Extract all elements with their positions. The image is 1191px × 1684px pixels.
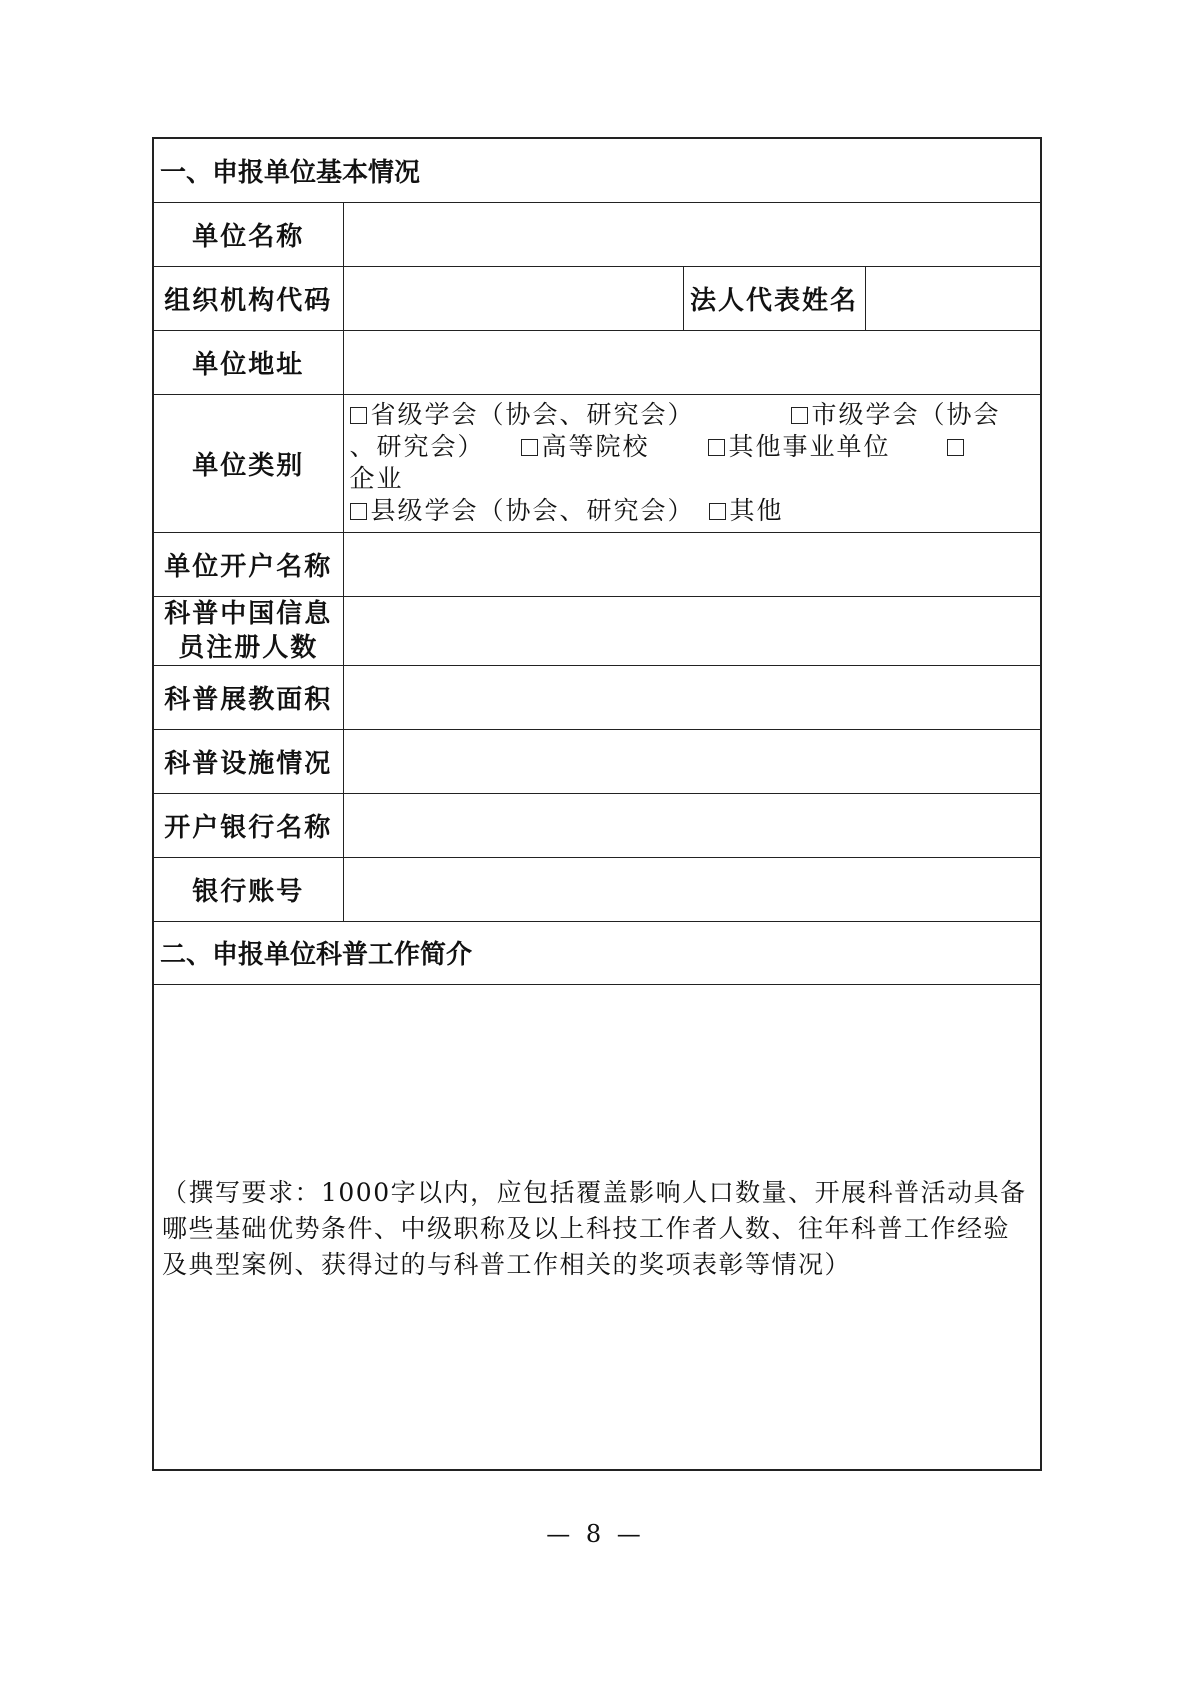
option-city-society-cont: 、研究会）	[349, 432, 485, 461]
row-bank-account	[153, 857, 1041, 921]
registrants-label-line2: 员注册人数	[178, 632, 319, 663]
section-introduction-title: 二、申报单位科普工作简介	[153, 921, 1041, 984]
registrants-label-line1: 科普中国信息	[164, 598, 333, 629]
row-unit-name	[153, 202, 1041, 266]
category-label: 单位类别	[153, 394, 343, 532]
option-city-society[interactable]: 市级学会（协会	[791, 400, 1001, 429]
option-university[interactable]: 高等院校	[521, 432, 650, 461]
option-county-society[interactable]: 县级学会（协会、研究会）	[350, 496, 695, 525]
row-address	[153, 330, 1041, 394]
application-form-table	[152, 137, 1042, 1471]
checkbox-icon[interactable]	[521, 439, 538, 456]
option-provincial-society[interactable]: 省级学会（协会、研究会）	[350, 400, 695, 429]
section-basic-info-title: 一、申报单位基本情况	[153, 138, 1041, 202]
exhibit-area-label: 科普展教面积	[153, 665, 343, 729]
bank-name-label: 开户银行名称	[153, 793, 343, 857]
checkbox-icon[interactable]	[350, 407, 367, 424]
bank-account-label: 银行账号	[153, 857, 343, 921]
category-line-2	[350, 431, 1035, 463]
unit-name-label: 单位名称	[153, 202, 343, 266]
legal-rep-field[interactable]	[865, 266, 1041, 330]
checkbox-icon[interactable]	[350, 503, 367, 520]
org-code-label: 组织机构代码	[153, 266, 343, 330]
facilities-field[interactable]	[343, 729, 1041, 793]
category-options	[343, 394, 1041, 532]
row-bank-name	[153, 793, 1041, 857]
option-enterprise[interactable]: 企业	[349, 464, 404, 493]
account-name-label: 单位开户名称	[153, 532, 343, 596]
exhibit-area-field[interactable]	[343, 665, 1041, 729]
account-name-field[interactable]	[343, 532, 1041, 596]
introduction-textarea[interactable]	[153, 984, 1041, 1470]
page-number: — 8 —	[546, 1520, 645, 1548]
category-line-1	[350, 399, 1035, 431]
unit-name-field[interactable]	[343, 202, 1041, 266]
row-account-name	[153, 532, 1041, 596]
option-other[interactable]: 其他	[709, 496, 784, 525]
bank-account-field[interactable]	[343, 857, 1041, 921]
checkbox-icon[interactable]	[708, 439, 725, 456]
facilities-label: 科普设施情况	[153, 729, 343, 793]
bank-name-field[interactable]	[343, 793, 1041, 857]
category-line-4	[350, 495, 1035, 527]
registrants-field[interactable]	[343, 596, 1041, 665]
option-other-public-institution[interactable]: 其他事业单位	[708, 432, 891, 461]
address-field[interactable]	[343, 330, 1041, 394]
registrants-label	[153, 596, 343, 665]
address-label: 单位地址	[153, 330, 343, 394]
category-line-3	[350, 463, 1035, 495]
writing-requirement-text: （撰写要求：1000字以内，应包括覆盖影响人口数量、开展科普活动具备哪些基础优势条件、中级职称及以上科技工作者人数、往年科普工作经验及典型案例、获得过的与科普工作相关的奖项表彰等情况）	[162, 1177, 1027, 1279]
checkbox-icon[interactable]	[947, 439, 964, 456]
row-category	[153, 394, 1041, 532]
row-registrants	[153, 596, 1041, 665]
checkbox-icon[interactable]	[791, 407, 808, 424]
org-code-field[interactable]	[343, 266, 683, 330]
row-facilities	[153, 729, 1041, 793]
row-org-code	[153, 266, 1041, 330]
checkbox-icon[interactable]	[709, 503, 726, 520]
legal-rep-label: 法人代表姓名	[683, 266, 865, 330]
row-exhibit-area	[153, 665, 1041, 729]
